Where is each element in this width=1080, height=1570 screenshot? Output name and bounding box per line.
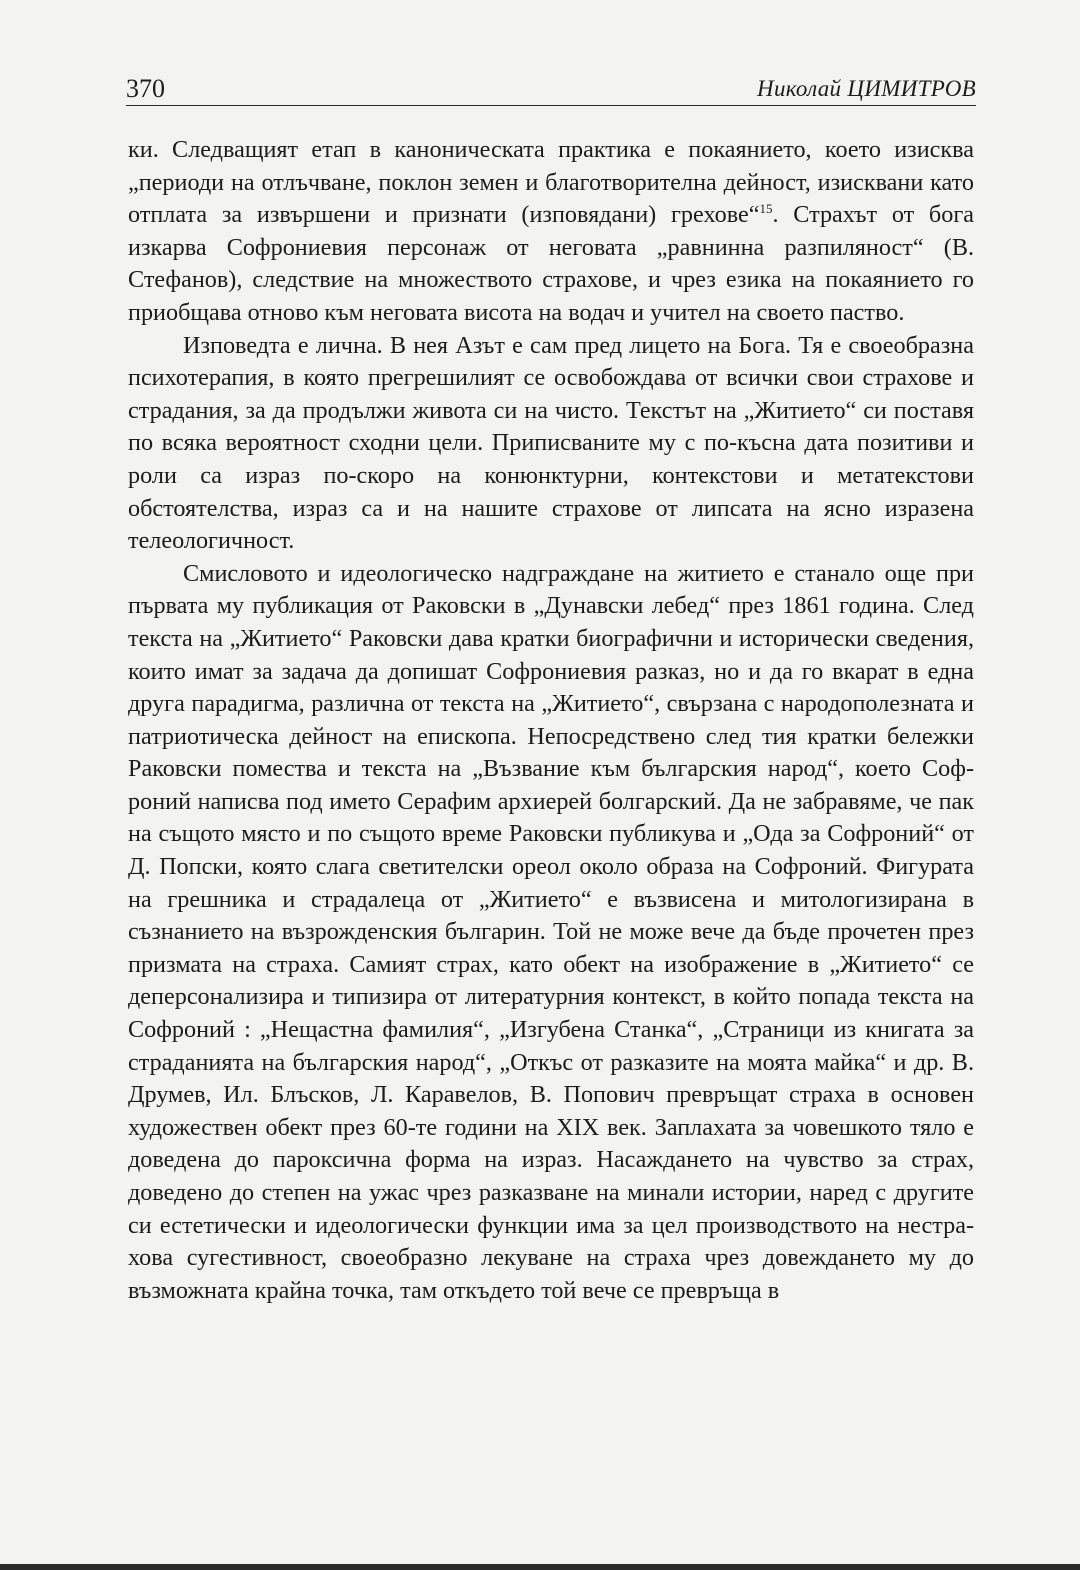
paragraph: Смисловото и идеологическо надграждане на житието е станало още при първата му публикация от Раковски в „Дунавски лебед“ през 1861 година. След текста на „Житието“ Раковски дава кратки биографични и исторически сведения, които имат за задача да допишат Софрониевия разказ, но и да го вкарат в една друга парадигма, различна от текста на „Житието“, свързана с народополезната и патриотическа дейност на епископа. Непосредствено след тия кратки бележки Раковски помества и текста на „Възвание към българския народ“, което Софроний написва под името Серафим архиерей болгарский. Да не забравяме, че пак на същото място и по същото време Раковски публикува и „Ода за Софроний“ от Д. Попски, която слага светителски ореол около образа на Софроний. Фигурата на грешника и страдалеца от „Житието“ е възвисена и митологизирана в съзнанието на възрожденския българин. Той не може вече да бъде прочетен през призмата на страха. Самият страх, като обект на изображение в „Житието“ се деперсонализира и типизира от литературния контекст, в който попада текста на Софроний : „Нещастна фамилия“, „Изгубена Станка“, „Страници из книгата за страданията на българския народ“, „Откъс от разказите на моята майка“ и др. В. Друмев, Ил. Блъсков, Л. Каравелов, В. Попович превръщат страха в основен художествен обект през 60-те години на XIX век. Заплахата за човешкото тяло е доведена до пароксична форма на израз. Насаждането на чувство за страх, доведено до степен на ужас чрез разказване на минали истории, наред с другите си естетически и идеологически функции има за цел производството на нестрахова сугестивност, своеобразно лекуване на страха чрез довеждането му до възможната крайна точка, там откъдето той вече се превръща в [128,559,974,1304]
page-number: 370 [126,74,165,103]
paragraph: Изповедта е лична. В нея Азът е сам пред лицето на Бога. Тя е своеобразна психотерапия, в която прегрешилият се освобождава от всички свои страхове и страдания, за да продължи живота си на чисто. Текстът на „Житието“ си поставя по всяка вероятност сходни цели. Приписваните му с по-късна дата позитиви и роли са израз по-скоро на конюнктурни, контекстови и метатекстови обстоятелства, израз са и на нашите страхове от липсата на ясно изразена телеологичност. [128,331,974,555]
page-header [126,72,976,106]
header-rule [126,105,976,106]
paragraph-text: . Страхът от бога изкарва Софрониевия персонаж от неговата „равнинна разпиляност“ (В. Стефанов), следствие на множеството страхове, и чрез езика на покаянието го приобщава отново към неговата висота на водач и учител на своето паство. [128,201,974,326]
body-text [128,134,974,1307]
paragraph-text: ки. Следващият етап в каноническата практика е покаянието, което изисква „периоди на отлъчване, поклон земен и благотворителна дейност, изисквани като отплата за извършени и признати (изповядани) грехове“ [128,136,974,229]
paragraph-continuation [128,134,974,330]
footnote-reference[interactable]: 15 [759,201,773,217]
running-head-author: Николай ЦИМИТРОВ [757,76,976,101]
scan-edge-strip [0,1564,1080,1570]
